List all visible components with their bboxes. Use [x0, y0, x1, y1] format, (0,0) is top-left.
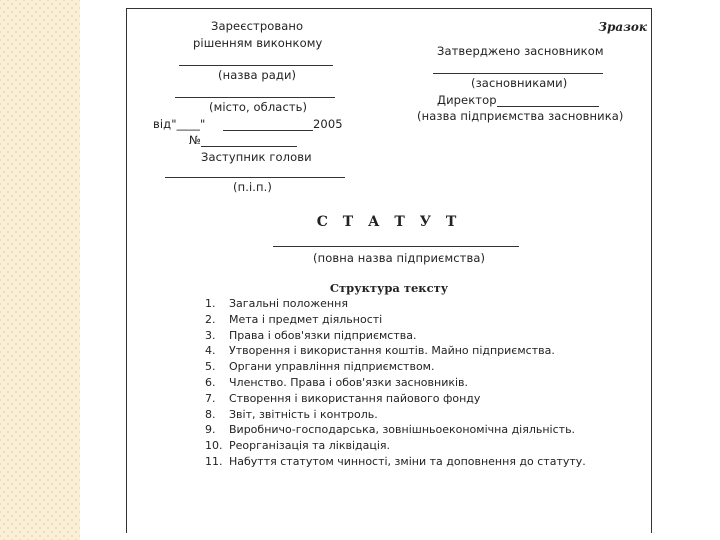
council-name-hint: (назва ради): [218, 68, 297, 82]
list-item: 2. Мета і предмет діяльності: [205, 312, 383, 326]
director-line: [497, 106, 599, 107]
founders-hint: (засновниками): [471, 76, 568, 90]
by-decision-text: рішенням виконкому: [193, 36, 323, 50]
city-region-hint: (місто, область): [209, 100, 308, 114]
list-item: 4. Утворення і використання коштів. Майно підприємства.: [205, 344, 555, 358]
signature-line: [165, 177, 345, 178]
sample-label: Зразок: [598, 20, 647, 34]
list-item: 11. Набуття статутом чинності, зміни та доповнення до статуту.: [205, 454, 586, 468]
structure-title: Структура тексту: [329, 281, 449, 295]
list-item: 1. Загальні положення: [205, 297, 348, 310]
deputy-head-text: Заступник голови: [201, 150, 312, 164]
initials-hint: (п.і.п.): [233, 180, 272, 194]
number-line: [201, 146, 297, 147]
date-line: [223, 130, 313, 131]
list-item: 8. Звіт, звітність і контроль.: [205, 407, 378, 421]
approved-text: Затверджено засновником: [437, 44, 604, 58]
full-name-hint: (повна назва підприємства): [313, 251, 486, 265]
city-line: [175, 97, 335, 98]
list-item: 3. Права і обов'язки підприємства.: [205, 328, 417, 342]
number-label: №: [189, 133, 202, 147]
list-item: 9. Виробничо-господарська, зовнішньоекономічна діяльність.: [205, 423, 576, 437]
decorative-side-pattern: [0, 0, 80, 540]
director-label: Директор: [437, 93, 497, 107]
date-prefix: від"____": [153, 117, 206, 131]
list-item: 5. Органи управління підприємством.: [205, 360, 435, 374]
section-list: [205, 296, 586, 470]
list-item: 6. Членство. Права і обов'язки засновників.: [205, 375, 469, 389]
document-title: С Т А Т У Т: [316, 214, 462, 230]
council-name-line: [179, 65, 333, 66]
founders-line: [433, 73, 603, 74]
full-name-line: [273, 246, 519, 247]
date-year: 2005: [313, 117, 343, 131]
document-page: [126, 8, 652, 533]
list-item: 7. Створення і використання пайового фонду: [205, 391, 481, 405]
list-item: 10. Реорганізація та ліквідація.: [205, 439, 391, 453]
founder-company-hint: (назва підприємства засновника): [417, 109, 624, 123]
registered-text: Зареєстровано: [211, 19, 304, 33]
